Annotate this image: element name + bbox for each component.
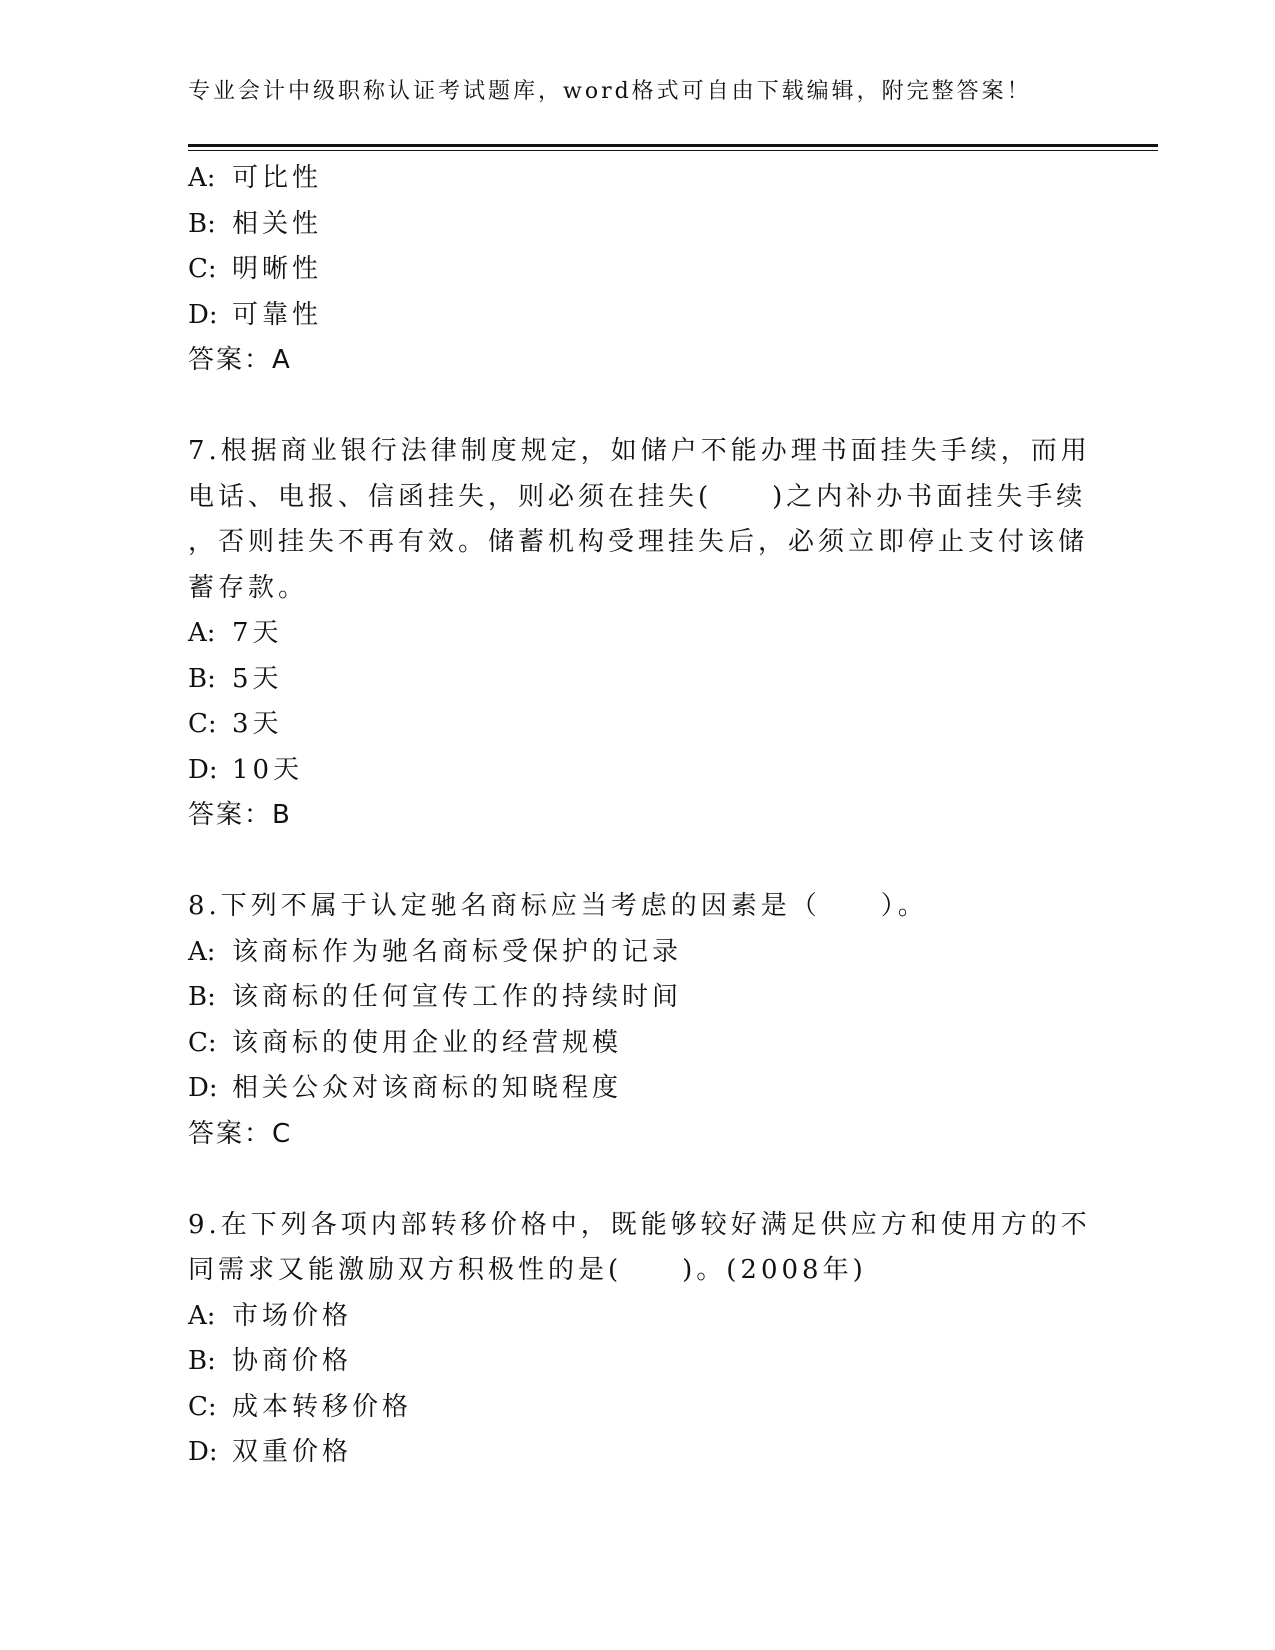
question-stem-line: 9.在下列各项内部转移价格中，既能够较好满足供应方和使用方的不 [188,1209,1091,1240]
question-9 [188,1203,1091,1476]
spacer [188,384,1068,430]
option-a: A: 该商标作为驰名商标受保护的记录 [188,936,683,967]
option-b: B: 5天 [188,663,283,694]
option-a: A: 可比性 [188,163,323,193]
document-body [188,156,1091,1476]
question-8 [188,884,1068,1157]
spacer [188,1157,1068,1203]
option-c: C: 该商标的使用企业的经营规模 [188,1027,623,1058]
question-stem-line: 7.根据商业银行法律制度规定，如储户不能办理书面挂失手续，而用 [188,436,1091,466]
answer-line: 答案：A [188,345,292,375]
header-rule-thick [188,144,1158,147]
question-6 [188,156,1068,384]
spacer [188,839,1068,885]
option-b: B: 协商价格 [188,1346,353,1376]
option-d: D: 10天 [188,754,304,785]
option-d: D: 可靠性 [188,299,323,330]
option-c: C: 成本转移价格 [188,1391,413,1422]
question-stem-line: 8.下列不属于认定驰名商标应当考虑的因素是（ ）。 [188,891,928,921]
question-stem-line: 同需求又能激励双方积极性的是( )。(2008年) [188,1255,867,1285]
option-b: B: 相关性 [188,208,323,239]
option-d: D: 相关公众对该商标的知晓程度 [188,1073,623,1103]
question-stem-line: 电话、电报、信函挂失，则必须在挂失( )之内补办书面挂失手续 [188,481,1087,512]
option-a: A: 7天 [188,618,283,648]
question-stem-line: ，否则挂失不再有效。储蓄机构受理挂失后，必须立即停止支付该储 [188,527,1089,557]
header-rule-thin [188,150,1158,151]
document-header: 专业会计中级职称认证考试题库，word格式可自由下载编辑，附完整答案！ [188,79,1032,104]
answer-line: 答案：C [188,1118,293,1149]
question-7 [188,429,1091,839]
option-d: D: 双重价格 [188,1437,353,1467]
option-c: C: 明晰性 [188,254,323,284]
option-c: C: 3天 [188,709,283,739]
option-a: A: 市场价格 [188,1300,353,1331]
option-b: B: 该商标的任何宣传工作的持续时间 [188,982,683,1012]
question-stem-line: 蓄存款。 [188,572,309,603]
answer-line: 答案：B [188,800,292,830]
